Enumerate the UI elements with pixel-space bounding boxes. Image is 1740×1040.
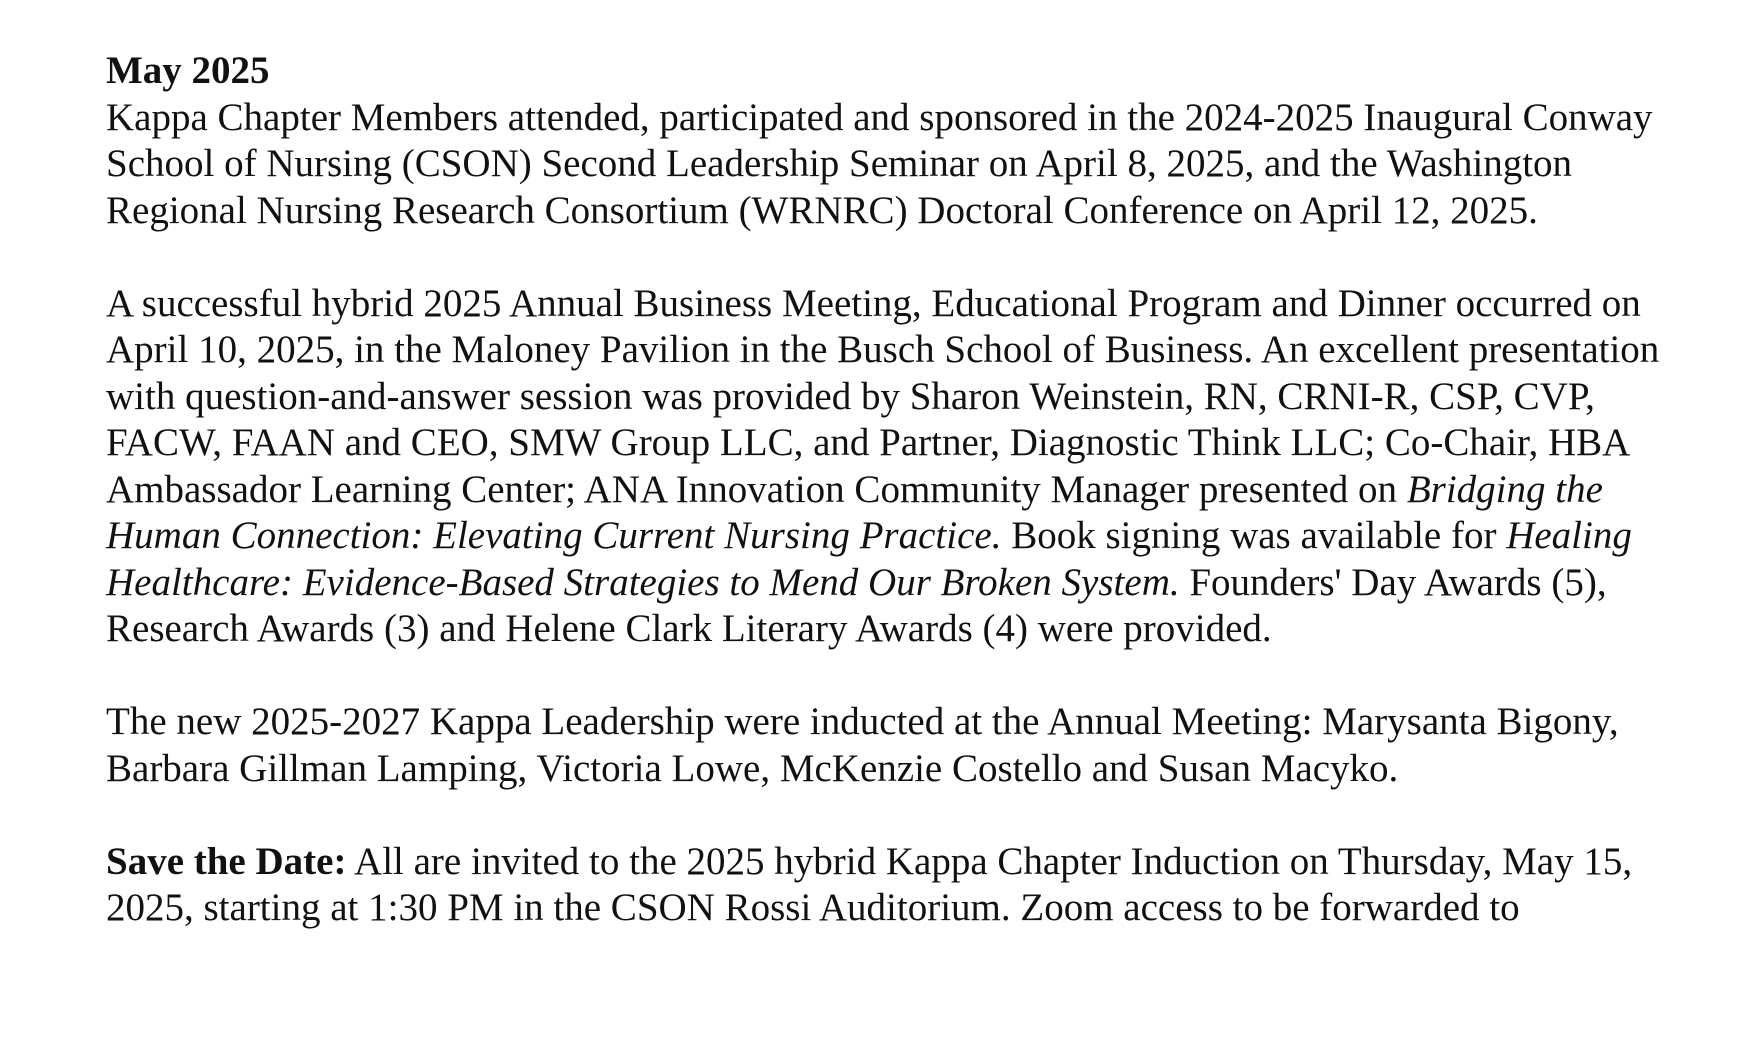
section-heading: May 2025 <box>106 49 270 92</box>
newsletter-content <box>106 48 1706 978</box>
annual-meeting-text-c: Founders' Day Awards (5), Research Awards (3) and Helene Clark Literary Awards (4) were provided. <box>106 560 1607 650</box>
save-the-date-label: Save the Date: <box>106 839 347 883</box>
paragraph-annual-meeting <box>106 281 1706 653</box>
paragraph-attendance: Kappa Chapter Members attended, participated and sponsored in the 2024-2025 Inaugural Conway School of Nursing (CSON) Second Leadership Seminar on April 8, 2025, and the Washington Regional Nursing Research Consortium (WRNRC) Doctoral Conference on April 12, 2025. <box>106 95 1653 232</box>
annual-meeting-text-b: Book signing was available for <box>1001 514 1507 557</box>
paragraph-leadership: The new 2025-2027 Kappa Leadership were inducted at the Annual Meeting: Marysanta Bigony, Barbara Gillman Lamping, Victoria Lowe, McKenzie Costello and Susan Macyko. <box>106 700 1619 790</box>
presentation-title: Bridging the Human Connection: Elevating Current Nursing Practice. <box>106 467 1603 557</box>
paragraph-save-the-date <box>106 839 1706 932</box>
annual-meeting-text-a: A successful hybrid 2025 Annual Business Meeting, Educational Program and Dinner occurred on April 10, 2025, in the Maloney Pavilion in the Busch School of Business. An excellent presentation with question-and-answer session was provided by Sharon Weinstein, RN, CRNI-R, CSP, CVP, FACW, FAAN and CEO, SMW Group LLC, and Partner, Diagnostic Think LLC; Co-Chair, HBA Ambassador Learning Center; ANA Innovation Community Manager presented on <box>106 281 1660 511</box>
save-the-date-text: All are invited to the 2025 hybrid Kappa Chapter Induction on Thursday, May 15, 2025, starting at 1:30 PM in the CSON Rossi Auditorium. Zoom access to be forwarded to <box>106 839 1633 929</box>
book-title: Healing Healthcare: Evidence-Based Strategies to Mend Our Broken System. <box>106 514 1632 604</box>
